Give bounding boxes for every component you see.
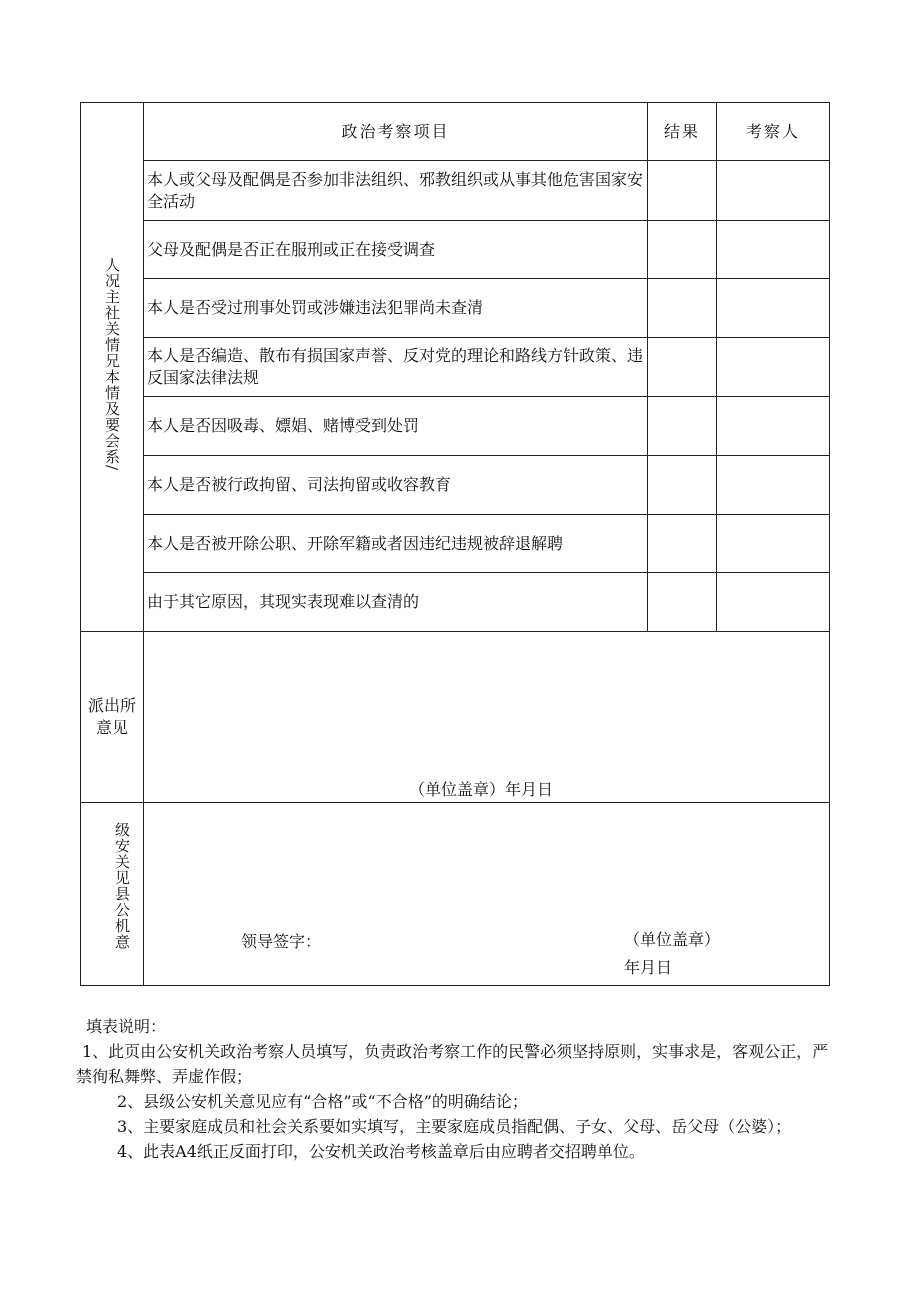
review-item: 本人是否编造、散布有损国家声誉、反对党的理论和路线方针政策、违反国家法律法规: [144, 338, 648, 397]
table-row: [81, 515, 830, 573]
section-label: 人况主社关情兄本情及要会系/: [103, 256, 121, 472]
inspector-cell[interactable]: [717, 397, 830, 456]
county-seal-label: （单位盖章）: [624, 930, 721, 949]
inspector-cell[interactable]: [717, 338, 830, 397]
police-station-row: [81, 632, 830, 803]
result-cell[interactable]: [648, 456, 717, 515]
note-item: 3、主要家庭成员和社会关系要如实填写，主要家庭成员指配偶、子女、父母、岳父母（公婆）；: [117, 1117, 792, 1136]
section-label-cell: [81, 103, 144, 632]
police-stamp-date: （单位盖章）年月日: [409, 780, 554, 799]
header-row: [81, 103, 830, 161]
note-item: 4、此表A4纸正反面打印，公安机关政治考核盖章后由应聘者交招聘单位。: [117, 1142, 645, 1161]
result-cell[interactable]: [648, 221, 717, 279]
table-row: [81, 221, 830, 279]
result-header: 结果: [648, 103, 717, 161]
inspector-cell[interactable]: [717, 456, 830, 515]
inspector-cell[interactable]: [717, 515, 830, 573]
police-station-opinion-cell[interactable]: [144, 632, 830, 803]
county-bureau-label-cell: [81, 803, 144, 986]
political-review-form: [80, 102, 829, 985]
inspector-cell[interactable]: [717, 573, 830, 632]
review-item: 本人或父母及配偶是否参加非法组织、邪教组织或从事其他危害国家安全活动: [144, 161, 648, 221]
county-date-label: 年月日: [624, 958, 673, 977]
note-item: 1、此页由公安机关政治考察人员填写，负责政治考察工作的民警必须坚持原则，实事求是，客观公正，严禁徇私舞弊、弄虚作假；: [76, 1042, 829, 1086]
county-bureau-row: [81, 803, 830, 986]
result-cell[interactable]: [648, 279, 717, 338]
leader-signature-label: 领导签字：: [241, 932, 322, 951]
result-cell[interactable]: [648, 161, 717, 221]
result-cell[interactable]: [648, 515, 717, 573]
table-row: [81, 338, 830, 397]
filling-instructions: [76, 1014, 836, 1164]
review-item: 本人是否因吸毒、嫖娼、赌博受到处罚: [144, 397, 648, 456]
review-item: 本人是否被开除公职、开除军籍或者因违纪违规被辞退解聘: [144, 515, 648, 573]
table-row: [81, 573, 830, 632]
review-table: [80, 102, 830, 986]
table-row: [81, 161, 830, 221]
table-row: [81, 456, 830, 515]
table-row: [81, 397, 830, 456]
note-item: 2、县级公安机关意见应有“合格”或“不合格”的明确结论；: [117, 1092, 528, 1111]
result-cell[interactable]: [648, 397, 717, 456]
police-station-label: 派出所意见: [88, 696, 137, 737]
inspector-cell[interactable]: [717, 161, 830, 221]
result-cell[interactable]: [648, 573, 717, 632]
result-cell[interactable]: [648, 338, 717, 397]
review-item: 本人是否受过刑事处罚或涉嫌违法犯罪尚未查清: [144, 279, 648, 338]
review-item: 本人是否被行政拘留、司法拘留或收容教育: [144, 456, 648, 515]
inspector-cell[interactable]: [717, 279, 830, 338]
inspector-cell[interactable]: [717, 221, 830, 279]
police-station-label-cell: [81, 632, 144, 803]
review-item: 父母及配偶是否正在服刑或正在接受调查: [144, 221, 648, 279]
notes-title: 填表说明：: [86, 1017, 167, 1036]
county-bureau-opinion-cell[interactable]: [144, 803, 830, 986]
table-row: [81, 279, 830, 338]
item-header: 政治考察项目: [144, 103, 648, 161]
review-item: 由于其它原因，其现实表现难以查清的: [144, 573, 648, 632]
county-bureau-label: 级安关见县公机意: [113, 822, 131, 950]
inspector-header: 考察人: [717, 103, 830, 161]
